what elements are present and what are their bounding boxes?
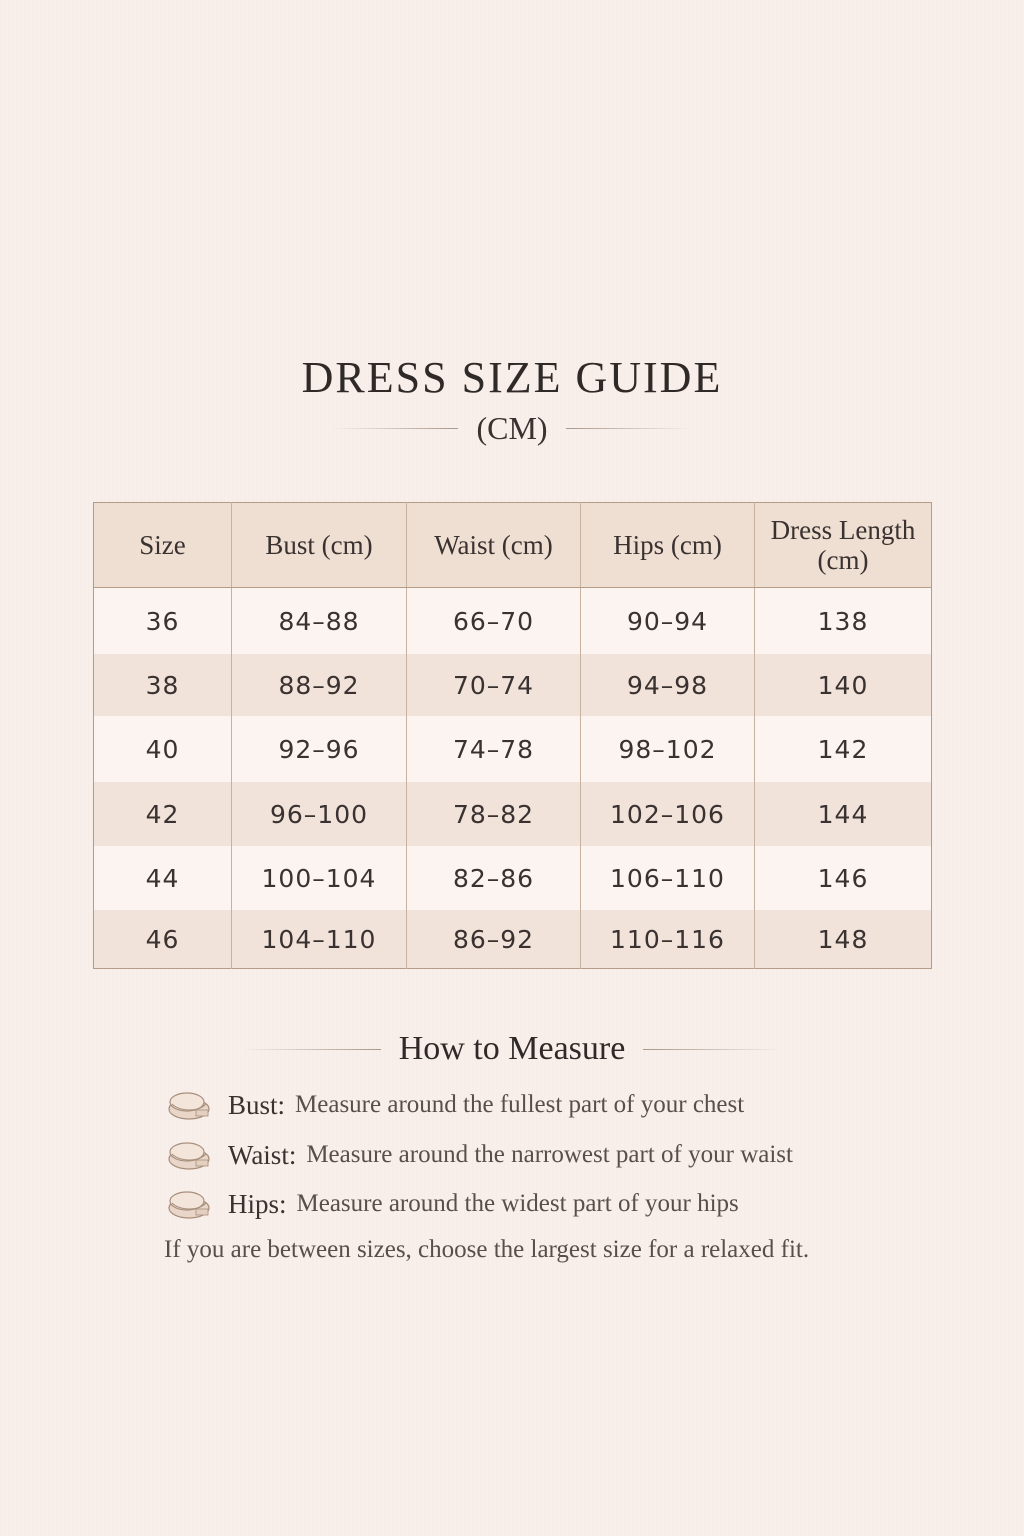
table-row: [94, 846, 932, 910]
waist-instruction: [166, 1135, 793, 1175]
cell-dress-length: 148: [755, 910, 932, 969]
page-title: DRESS SIZE GUIDE: [301, 353, 723, 402]
cell-size: 38: [94, 654, 232, 716]
cell-waist: 70–74: [407, 654, 581, 716]
table-header-row: [94, 503, 932, 588]
cell-waist: 86–92: [407, 910, 581, 969]
column-header-dress-length: Dress Length (cm): [755, 503, 932, 588]
cell-size: 44: [94, 846, 232, 910]
measuring-tape-icon: [166, 1187, 212, 1221]
cell-hips: 98–102: [581, 716, 755, 782]
bust-instruction: [166, 1085, 744, 1125]
cell-waist: 78–82: [407, 782, 581, 846]
cell-size: 46: [94, 910, 232, 969]
measuring-tape-icon: [166, 1088, 212, 1122]
fit-note: If you are between sizes, choose the largest size for a relaxed fit.: [164, 1236, 810, 1263]
bust-description: Measure around the fullest part of your chest: [295, 1091, 745, 1118]
table-row: [94, 910, 932, 969]
subtitle-row: [0, 410, 1024, 447]
cell-hips: 94–98: [581, 654, 755, 716]
unit-subtitle: (CM): [476, 410, 548, 446]
divider-right: [566, 428, 691, 429]
column-header-bust: Bust (cm): [232, 503, 407, 588]
cell-dress-length: 142: [755, 716, 932, 782]
cell-size: 42: [94, 782, 232, 846]
cell-bust: 92–96: [232, 716, 407, 782]
cell-hips: 110–116: [581, 910, 755, 969]
divider-right: [643, 1049, 783, 1050]
hips-label: Hips:: [228, 1188, 287, 1219]
cell-bust: 104–110: [232, 910, 407, 969]
column-header-waist: Waist (cm): [407, 503, 581, 588]
column-header-hips: Hips (cm): [581, 503, 755, 588]
cell-dress-length: 138: [755, 588, 932, 655]
column-header-size: Size: [94, 503, 232, 588]
cell-hips: 106–110: [581, 846, 755, 910]
cell-waist: 74–78: [407, 716, 581, 782]
hips-instruction: [166, 1184, 739, 1224]
cell-bust: 100–104: [232, 846, 407, 910]
cell-hips: 90–94: [581, 588, 755, 655]
cell-dress-length: 146: [755, 846, 932, 910]
waist-label: Waist:: [228, 1139, 297, 1170]
cell-waist: 66–70: [407, 588, 581, 655]
cell-size: 40: [94, 716, 232, 782]
measuring-tape-icon: [166, 1138, 212, 1172]
divider-left: [333, 428, 458, 429]
hips-description: Measure around the widest part of your hips: [296, 1190, 739, 1217]
table-row: [94, 782, 932, 846]
cell-size: 36: [94, 588, 232, 655]
cell-bust: 84–88: [232, 588, 407, 655]
table-row: [94, 716, 932, 782]
how-to-measure-header: [0, 1030, 1024, 1068]
how-to-measure-title: How to Measure: [398, 1030, 626, 1067]
cell-waist: 82–86: [407, 846, 581, 910]
table-row: [94, 588, 932, 655]
table-row: [94, 654, 932, 716]
size-table: [93, 502, 932, 969]
bust-label: Bust:: [228, 1089, 286, 1120]
cell-dress-length: 140: [755, 654, 932, 716]
cell-bust: 88–92: [232, 654, 407, 716]
cell-bust: 96–100: [232, 782, 407, 846]
waist-description: Measure around the narrowest part of your waist: [306, 1141, 793, 1168]
divider-left: [241, 1049, 381, 1050]
cell-dress-length: 144: [755, 782, 932, 846]
cell-hips: 102–106: [581, 782, 755, 846]
